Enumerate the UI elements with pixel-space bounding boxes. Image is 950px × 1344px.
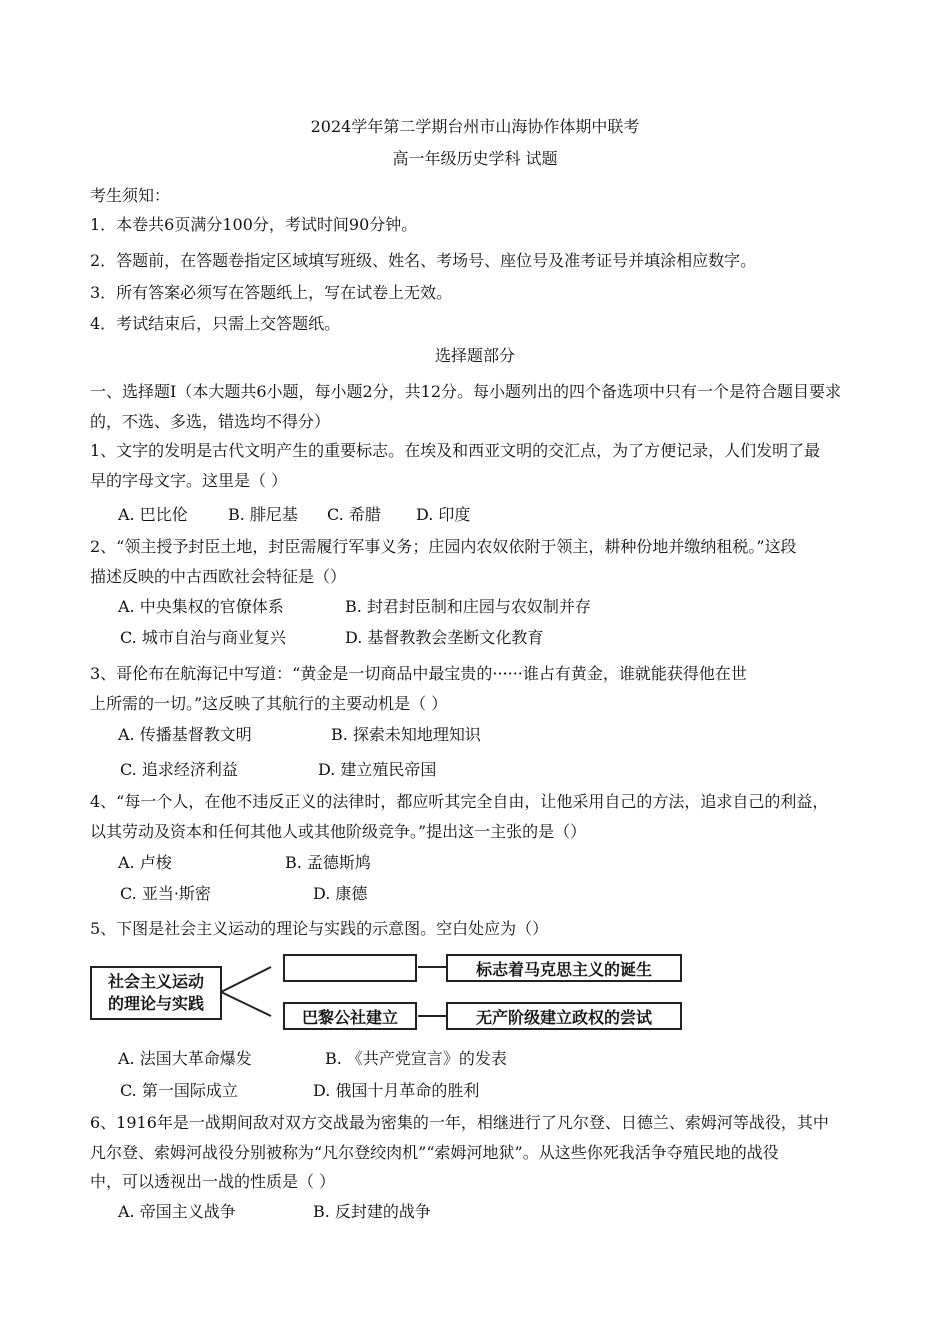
notice-item: 3．所有答案必须写在答题纸上，写在试卷上无效。 [90, 283, 453, 302]
diagram-left-line: 的理论与实践 [107, 994, 204, 1013]
question-2-option-b: B. 封君封臣制和庄园与农奴制并存 [345, 597, 591, 616]
question-4-option-c: C. 亚当·斯密 [120, 884, 211, 903]
notice-heading: 考生须知： [90, 186, 171, 205]
diagram-top-right-box: 标志着马克思主义的诞生 [446, 954, 682, 982]
question-3-option-b: B. 探索未知地理知识 [331, 725, 481, 744]
exam-subtitle: 高一年级历史学科 试题 [392, 149, 558, 168]
question-6-stem: 中，可以透视出一战的性质是（ ） [90, 1172, 336, 1191]
question-3-option-c: C. 追求经济利益 [120, 760, 238, 779]
question-2-option-c: C. 城市自治与商业复兴 [120, 628, 286, 647]
question-1-option-c: C. 希腊 [327, 505, 381, 524]
question-6-stem: 6、1916年是一战期间敌对双方交战最为密集的一年，相继进行了凡尔登、日德兰、索姆河等战役，其中 [90, 1113, 829, 1132]
question-5-option-a: A. 法国大革命爆发 [118, 1049, 252, 1068]
diagram-left-line: 社会主义运动 [107, 972, 204, 991]
question-4-option-a: A. 卢梭 [118, 853, 172, 872]
question-6-option-b: B. 反封建的战争 [313, 1202, 431, 1221]
question-5-option-c: C. 第一国际成立 [120, 1081, 238, 1100]
section-instruction: 一、选择题I（本大题共6小题，每小题2分，共12分。每小题列出的四个备选项中只有一个是符合题目要求的，不选、多选，错选均不得分） [90, 382, 842, 431]
question-1-option-a: A. 巴比伦 [118, 505, 188, 524]
question-5-option-b: B. 《共产党宣言》的发表 [325, 1049, 507, 1068]
question-1-option-b: B. 腓尼基 [228, 505, 298, 524]
question-6-stem: 凡尔登、索姆河战役分别被称为“凡尔登绞肉机”“索姆河地狱”。从这些你死我活争夺殖民地的战役 [90, 1143, 779, 1162]
notice-item: 2．答题前，在答题卷指定区域填写班级、姓名、考场号、座位号及准考证号并填涂相应数字。 [90, 251, 757, 270]
exam-title: 2024学年第二学期台州市山海协作体期中联考 [310, 117, 640, 136]
question-5-option-d: D. 俄国十月革命的胜利 [313, 1081, 480, 1100]
connector-line [221, 967, 271, 992]
question-4-option-d: D. 康德 [313, 884, 368, 903]
question-4-option-b: B. 孟德斯鸠 [285, 853, 371, 872]
question-1-stem: 早的字母文字。这里是（ ） [90, 471, 288, 490]
diagram-left-box [90, 966, 222, 1020]
question-2-stem: 2、“领主授予封臣土地，封臣需履行军事义务；庄园内农奴依附于领主，耕种份地并缴纳租税。”这段 [90, 537, 797, 556]
question-1-stem: 1、文字的发明是古代文明产生的重要标志。在埃及和西亚文明的交汇点，为了方便记录，人们发明了最 [90, 441, 821, 460]
question-3-option-d: D. 建立殖民帝国 [318, 760, 437, 779]
question-4-stem: 以其劳动及资本和任何其他人或其他阶级竞争。”提出这一主张的是（） [90, 822, 587, 841]
diagram-bottom-right-box: 无产阶级建立政权的尝试 [446, 1002, 682, 1030]
section-title: 选择题部分 [434, 346, 515, 365]
diagram-blank-box [283, 954, 417, 982]
diagram-bottom-middle-box: 巴黎公社建立 [283, 1002, 417, 1030]
question-3-option-a: A. 传播基督教文明 [118, 725, 252, 744]
question-1-option-d: D. 印度 [416, 505, 471, 524]
question-2-option-d: D. 基督教教会垄断文化教育 [345, 628, 544, 647]
question-2-option-a: A. 中央集权的官僚体系 [118, 597, 284, 616]
connector-line [221, 992, 271, 1016]
question-4-stem: 4、“每一个人，在他不违反正义的法律时，都应听其完全自由，让他采用自己的方法，追求自己的利益， [90, 792, 829, 811]
question-3-stem: 3、哥伦布在航海记中写道：“黄金是一切商品中最宝贵的······谁占有黄金，谁就能获得他在世 [90, 664, 747, 683]
notice-item: 4．考试结束后，只需上交答题纸。 [90, 314, 341, 333]
question-3-stem: 上所需的一切。”这反映了其航行的主要动机是（ ） [90, 694, 448, 713]
question-2-stem: 描述反映的中古西欧社会特征是（） [90, 567, 347, 586]
question-5-stem: 5、下图是社会主义运动的理论与实践的示意图。空白处应为（） [90, 919, 549, 938]
socialism-diagram [88, 950, 688, 1034]
question-6-option-a: A. 帝国主义战争 [118, 1202, 236, 1221]
notice-item: 1．本卷共6页满分100分，考试时间90分钟。 [90, 215, 418, 234]
